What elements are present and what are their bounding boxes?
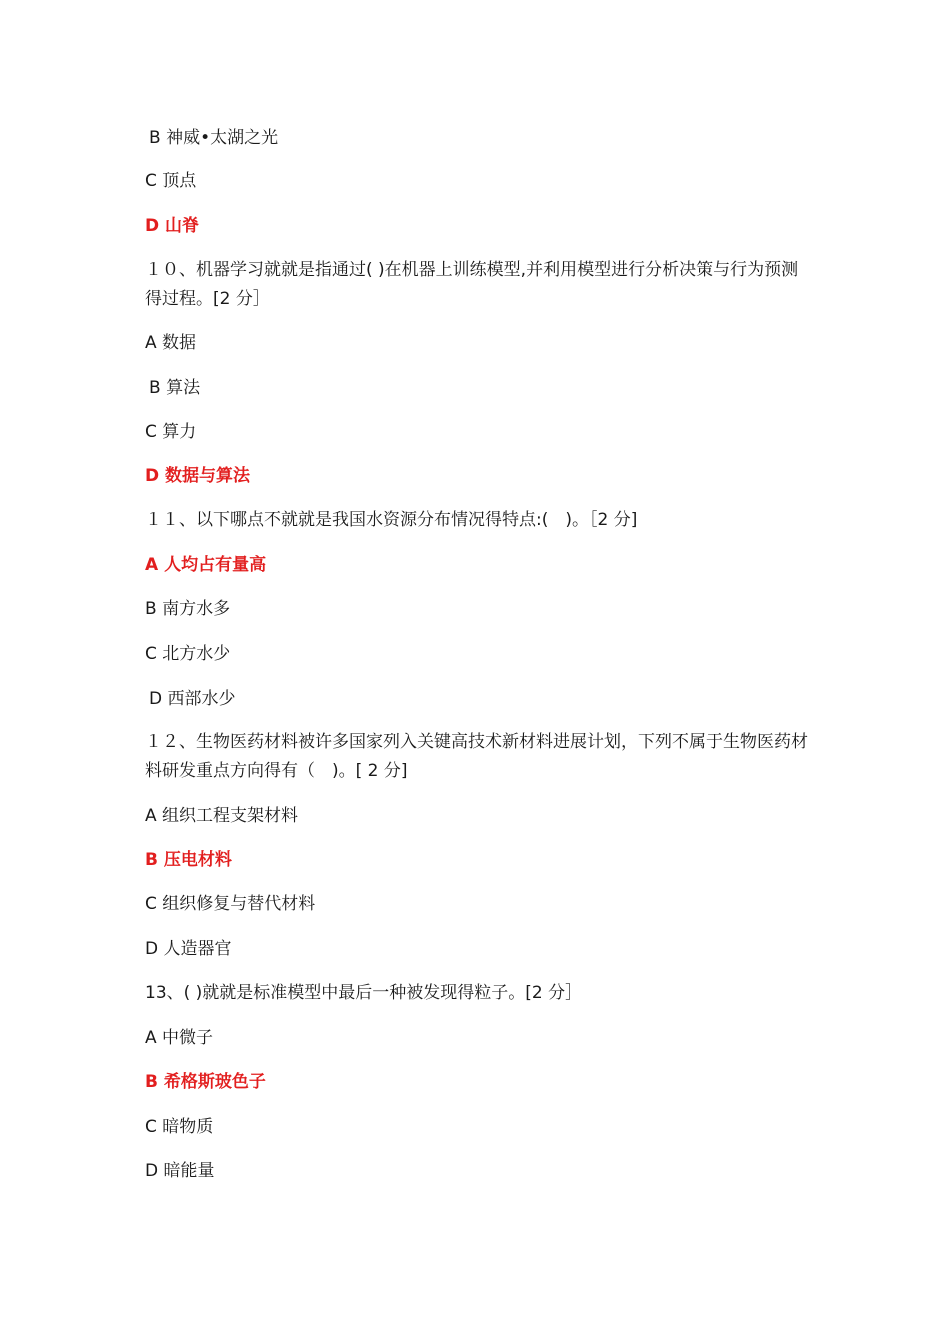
option-c-q9: C 顶点 (145, 171, 197, 191)
option-b-q9: B 神威•太湖之光 (149, 128, 279, 148)
correct-option-b-q12: B 压电材料 (145, 850, 232, 870)
question-10: １０、机器学习就就是指通过( )在机器上训练模型,并利用模型进行分析决策与行为预测得过程。[2 分］ (145, 260, 799, 309)
option-c-q11: C 北方水少 (145, 644, 231, 664)
correct-option-d-q9: D 山脊 (145, 216, 200, 236)
option-b-q10: B 算法 (149, 378, 201, 398)
question-11: １１、以下哪点不就就是我国水资源分布情况得特点:( )。［2 分] (145, 510, 638, 530)
option-a-q12: A 组织工程支架材料 (145, 806, 299, 826)
option-a-q10: A 数据 (145, 333, 197, 353)
option-d-q12: D 人造器官 (145, 939, 232, 959)
option-a-q13: A 中微子 (145, 1028, 214, 1048)
option-c-q12: C 组织修复与替代材料 (145, 894, 316, 914)
question-12: １２、生物医药材料被许多国家列入关键高技术新材料进展计划，下列不属于生物医药材料研发重点方向得有（ )。[ 2 分] (145, 732, 808, 781)
option-b-q11: B 南方水多 (145, 599, 231, 619)
option-d-q13: D 暗能量 (145, 1161, 215, 1181)
question-13: 13、( )就就是标准模型中最后一种被发现得粒子。[2 分］ (145, 983, 583, 1003)
option-d-q11: D 西部水少 (149, 689, 236, 709)
option-c-q10: C 算力 (145, 422, 197, 442)
correct-option-d-q10: D 数据与算法 (145, 466, 251, 486)
correct-option-a-q11: A 人均占有量高 (145, 555, 267, 575)
option-c-q13: C 暗物质 (145, 1117, 214, 1137)
correct-option-b-q13: B 希格斯玻色子 (145, 1072, 266, 1092)
